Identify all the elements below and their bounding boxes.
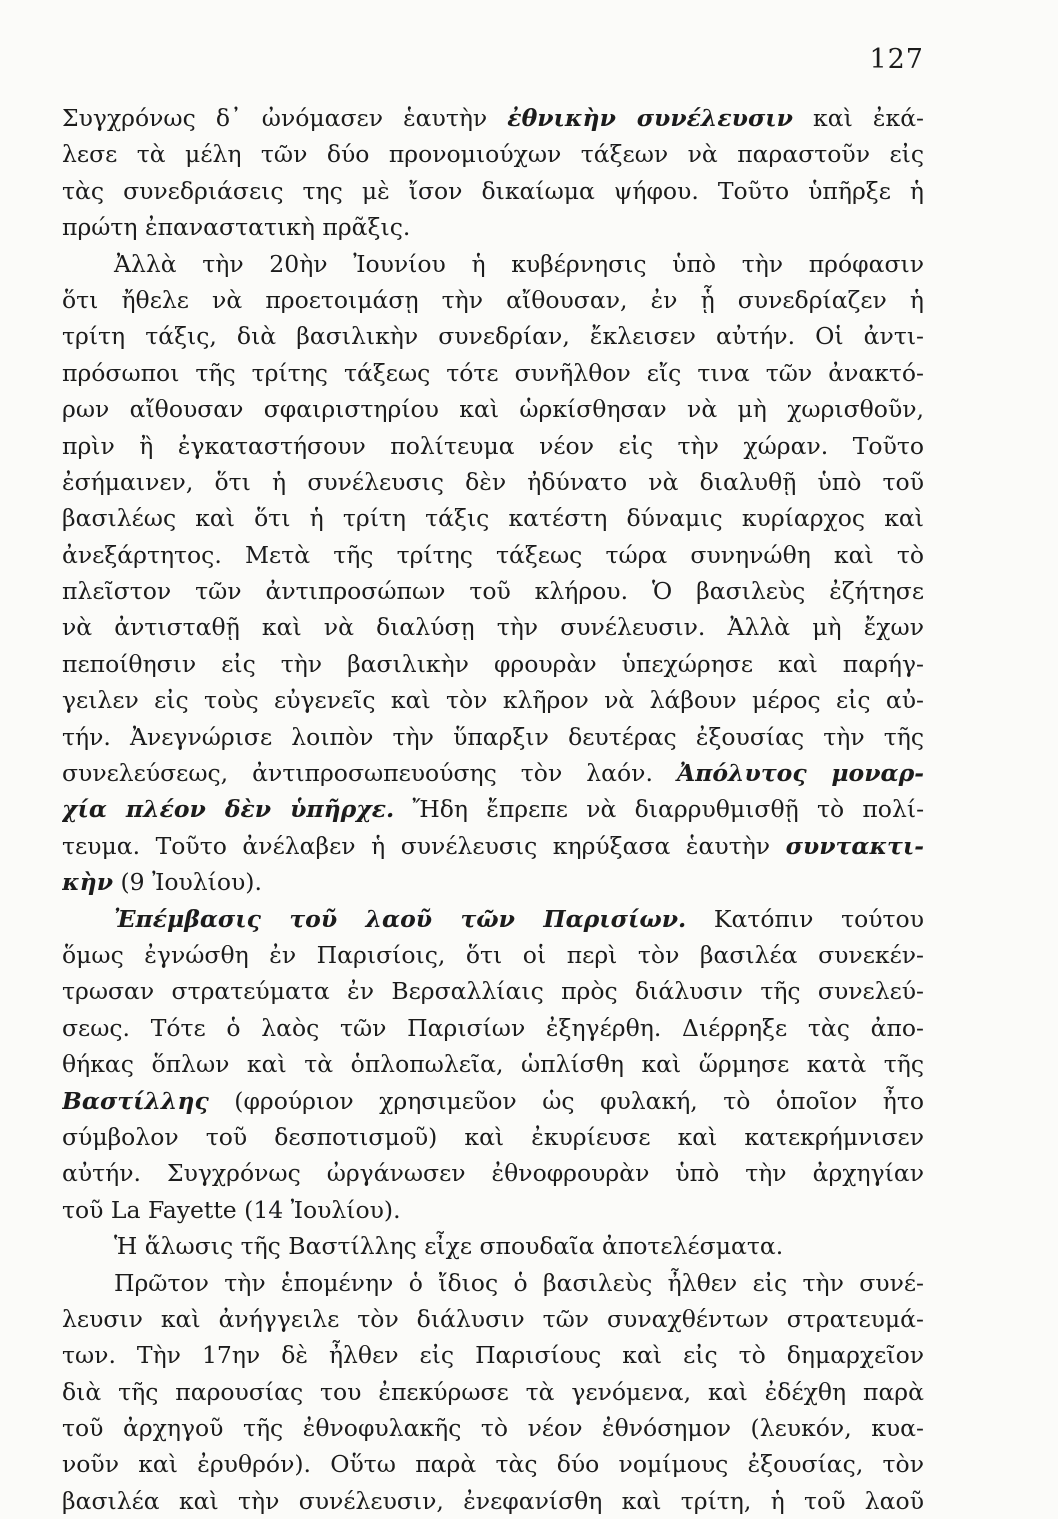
text-line (62, 355, 924, 391)
text-segment: λευσιν καὶ ἀνήγγειλε τὸν διάλυσιν τῶν συναχθέντων στρατευμά- (62, 1304, 924, 1333)
text-segment: νοῦν καὶ ἐρυθρόν). Οὕτω παρὰ τὰς δύο νομίμους ἐξουσίας, τὸν (62, 1450, 924, 1479)
text-line (62, 646, 924, 682)
page-number: 127 (869, 44, 924, 75)
emphasized-term: κὴν (62, 868, 114, 897)
text-segment: (φρούριον χρησιμεῦον ὡς φυλακή, τὸ ὁποῖον ἦτο (208, 1086, 924, 1115)
text-segment: πλεῖστον τῶν ἀντιπροσώπων τοῦ κλήρου. Ὁ βασιλεὺς ἐζήτησε (62, 577, 924, 606)
text-segment: πρόσωποι τῆς τρίτης τάξεως τότε συνῆλθον εἴς τινα τῶν ἀνακτό- (62, 358, 924, 387)
text-segment: γειλεν εἰς τοὺς εὐγενεῖς καὶ τὸν κλῆρον νὰ λάβουν μέρος εἰς αὐ- (62, 686, 924, 715)
text-segment: τήν. Ἀνεγνώρισε λοιπὸν τὴν ὕπαρξιν δευτέρας ἐξουσίας τὴν τῆς (62, 722, 924, 751)
emphasized-term: ἐθνικὴν συνέλευσιν (507, 104, 793, 132)
text-segment: (9 Ἰουλίου). (113, 868, 262, 897)
text-segment: Κατόπιν τούτου (686, 904, 924, 933)
text-line (62, 1228, 924, 1264)
emphasized-term: χία πλέον δὲν ὑπῆρχε. (62, 795, 395, 824)
text-line (62, 1155, 924, 1191)
text-line (62, 1083, 924, 1119)
text-segment: σεως. Τότε ὁ λαὸς τῶν Παρισίων ἐξηγέρθη. Διέρρηξε τὰς ἀπο- (62, 1013, 924, 1042)
text-segment: αὐτήν. Συγχρόνως ὠργάνωσεν ἐθνοφρουρὰν ὑπὸ τὴν ἀρχηγίαν (62, 1159, 924, 1188)
text-segment: ἀνεξάρτητος. Μετὰ τῆς τρίτης τάξεως τώρα συνηνώθη καὶ τὸ (62, 540, 924, 569)
emphasized-term: Βαστίλλης (62, 1086, 209, 1115)
text-segment: τρίτη τάξις, διὰ βασιλικὴν συνεδρίαν, ἔκλεισεν αὐτήν. Οἱ ἀντι- (62, 322, 924, 351)
text-segment: πρώτη ἐπαναστατικὴ πρᾶξις. (62, 213, 411, 242)
text-segment: θήκας ὅπλων καὶ τὰ ὁπλοπωλεῖα, ὡπλίσθη καὶ ὥρμησε κατὰ τῆς (62, 1050, 924, 1079)
text-line (62, 391, 924, 427)
text-line (62, 173, 924, 209)
text-line (62, 937, 924, 973)
text-segment: τρωσαν στρατεύματα ἐν Βερσαλλίαις πρὸς διάλυσιν τῆς συνελεύ- (62, 977, 924, 1006)
body-text (62, 100, 924, 1519)
text-line (62, 318, 924, 354)
text-segment: καὶ ἐκά- (793, 104, 924, 132)
text-segment: διὰ τῆς παρουσίας του ἐπεκύρωσε τὰ γενόμενα, καὶ ἐδέχθη παρὰ (62, 1377, 924, 1406)
text-segment: σύμβολον τοῦ δεσποτισμοῦ) καὶ ἐκυρίευσε καὶ κατεκρήμνισεν (62, 1122, 924, 1151)
text-segment: ὅτι ἤθελε νὰ προετοιμάσῃ τὴν αἴθουσαν, ἐν ᾗ συνεδρίαζεν ἡ (62, 285, 924, 314)
text-segment: Συγχρόνως δ᾽ ὠνόμασεν ἑαυτὴν (62, 104, 508, 132)
text-line (62, 282, 924, 318)
text-line (62, 719, 924, 755)
text-line (62, 136, 924, 172)
text-line (62, 1192, 924, 1228)
text-segment: τοῦ ἀρχηγοῦ τῆς ἐθνοφυλακῆς τὸ νέον ἐθνόσημον (λευκόν, κυα- (62, 1414, 924, 1443)
text-line (62, 609, 924, 645)
emphasized-term: συντακτι- (785, 831, 924, 860)
text-segment: Ἤδη ἔπρεπε νὰ διαρρυθμισθῇ τὸ πολί- (394, 795, 924, 824)
text-segment: ἐσήμαινεν, ὅτι ἡ συνέλευσις δὲν ἠδύνατο νὰ διαλυθῇ ὑπὸ τοῦ (62, 467, 924, 496)
text-segment: νὰ ἀντισταθῇ καὶ νὰ διαλύσῃ τὴν συνέλευσιν. Ἀλλὰ μὴ ἔχων (62, 613, 924, 642)
text-segment: πεποίθησιν εἰς τὴν βασιλικὴν φρουρὰν ὑπεχώρησε καὶ παρήγ- (62, 649, 924, 678)
text-line (62, 500, 924, 536)
text-line (62, 1046, 924, 1082)
text-line (62, 100, 924, 136)
text-segment: Ἀλλὰ τὴν 20ὴν Ἰουνίου ἡ κυβέρνησις ὑπὸ τὴν πρόφασιν (114, 249, 924, 278)
text-line (62, 682, 924, 718)
text-line (62, 1265, 924, 1301)
text-segment: Πρῶτον τὴν ἑπομένην ὁ ἴδιος ὁ βασιλεὺς ἦλθεν εἰς τὴν συνέ- (114, 1268, 924, 1297)
text-line (62, 755, 924, 791)
text-line (62, 1301, 924, 1337)
text-line (62, 1119, 924, 1155)
text-line (62, 464, 924, 500)
text-line (62, 973, 924, 1009)
text-line (62, 428, 924, 464)
emphasized-term: Ἐπέμβασις τοῦ λαοῦ τῶν Παρισίων. (114, 904, 687, 933)
text-segment: των. Τὴν 17ην δὲ ἦλθεν εἰς Παρισίους καὶ εἰς τὸ δημαρχεῖον (62, 1341, 924, 1370)
text-line (62, 537, 924, 573)
text-line (62, 828, 924, 864)
text-line (62, 209, 924, 245)
emphasized-term: Ἀπόλυτος μοναρ- (676, 759, 924, 788)
text-line (62, 901, 924, 937)
text-segment: πρὶν ἢ ἐγκαταστήσουν πολίτευμα νέον εἰς τὴν χώραν. Τοῦτο (62, 431, 924, 460)
text-line (62, 864, 924, 900)
text-line (62, 246, 924, 282)
text-segment: συνελεύσεως, ἀντιπροσωπευούσης τὸν λαόν. (62, 759, 677, 788)
text-line (62, 791, 924, 827)
text-line (62, 573, 924, 609)
text-line (62, 1410, 924, 1446)
text-line (62, 1337, 924, 1373)
text-line (62, 1446, 924, 1482)
text-segment: βασιλέως καὶ ὅτι ἡ τρίτη τάξις κατέστη δύναμις κυρίαρχος καὶ (62, 504, 924, 533)
text-line (62, 1483, 924, 1519)
text-segment: λεσε τὰ μέλη τῶν δύο προνομιούχων τάξεων νὰ παραστοῦν εἰς (62, 140, 924, 169)
text-segment: Ἡ ἅλωσις τῆς Βαστίλλης εἶχε σπουδαῖα ἀποτελέσματα. (114, 1232, 784, 1261)
text-segment: τοῦ La Fayette (14 Ἰουλίου). (62, 1195, 401, 1224)
text-segment: τὰς συνεδριάσεις της μὲ ἴσον δικαίωμα ψήφου. Τοῦτο ὑπῆρξε ἡ (62, 176, 924, 205)
text-segment: τευμα. Τοῦτο ἀνέλαβεν ἡ συνέλευσις κηρύξασα ἑαυτὴν (62, 831, 786, 860)
text-segment: ρων αἴθουσαν σφαιριστηρίου καὶ ὡρκίσθησαν νὰ μὴ χωρισθοῦν, (62, 395, 924, 424)
text-segment: ὅμως ἐγνώσθη ἐν Παρισίοις, ὅτι οἱ περὶ τὸν βασιλέα συνεκέν- (62, 940, 924, 969)
text-line (62, 1010, 924, 1046)
text-line (62, 1374, 924, 1410)
text-segment: βασιλέα καὶ τὴν συνέλευσιν, ἐνεφανίσθη καὶ τρίτη, ἡ τοῦ λαοῦ (62, 1486, 924, 1515)
